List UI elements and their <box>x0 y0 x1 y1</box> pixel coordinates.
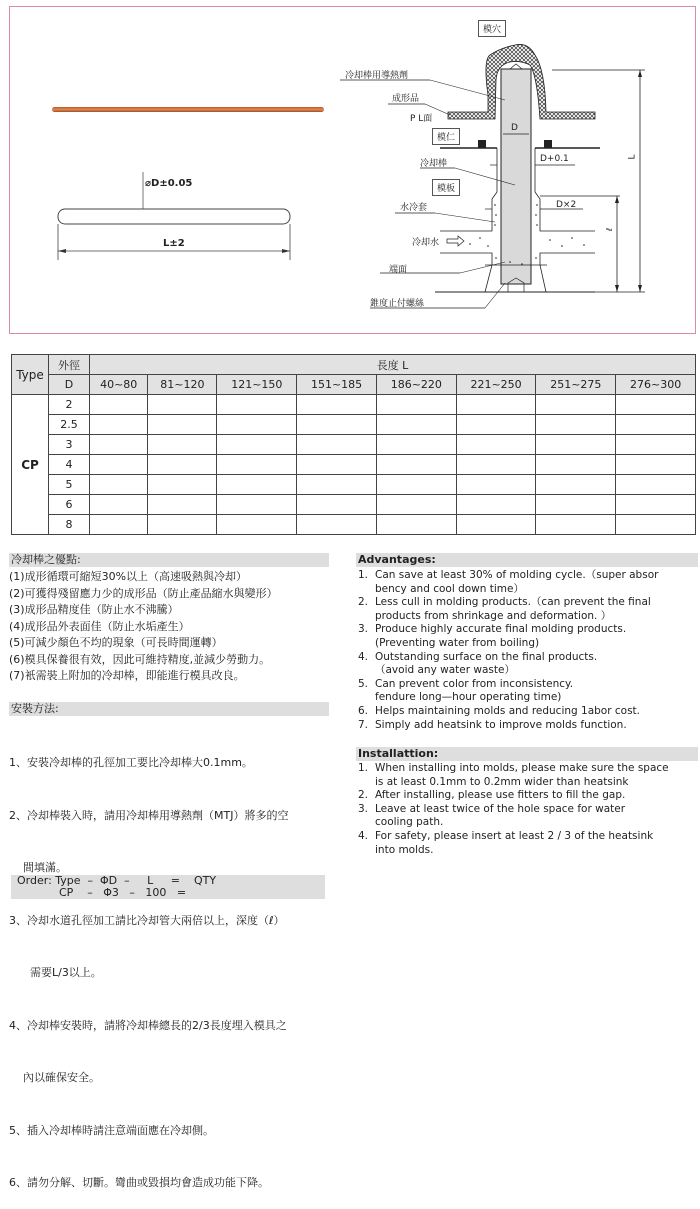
table-subheader-row <box>12 375 696 395</box>
table-row <box>12 455 696 475</box>
cooling-rod <box>501 69 531 284</box>
list-item: (2)可獲得殘留應力少的成形品（防止產品縮水與變形） <box>9 586 278 600</box>
list-item: 6. Helps maintaining molds and reducing 1abor cost. <box>358 704 641 717</box>
list-item: (7)衹需裝上附加的冷却棒，即能進行模具改良。 <box>9 669 245 682</box>
list-item: (5)可減少顏色不均的現象（可長時間運轉） <box>9 636 223 649</box>
advantages-en-title: Advantages: <box>356 553 698 567</box>
mold-plate-label: 模板 <box>432 179 460 196</box>
copper-rod-photo <box>52 107 324 112</box>
advantages-zh-list <box>9 569 278 685</box>
table-row <box>12 435 696 455</box>
list-item: 3. Produce highly accurate final molding products. (Preventing water from boiling) <box>358 623 627 649</box>
list-item: 1. When installing into molds, please make sure the space is at least 0.1mm to 0.2mm wider than heatsink <box>358 762 669 788</box>
list-item: 2、冷却棒裝入時，請用冷却棒用導熱劑（MTJ）將多的空 <box>9 808 289 822</box>
list-item: 5、插入冷却棒時請注意端面應在冷却側。 <box>9 1123 214 1137</box>
specification-table <box>11 354 696 535</box>
dim-l-label: L <box>627 154 638 160</box>
length-range: 276~300 <box>616 375 696 395</box>
type-cell: CP <box>12 395 49 535</box>
list-item: 5. Can prevent color from inconsistency. fendure long—hour operating time) <box>358 677 574 704</box>
cooling-rod-label: 冷却棒 <box>420 159 448 169</box>
list-item: 1、安裝冷却棒的孔徑加工要比冷却棒大0.1mm。 <box>9 756 253 769</box>
length-range: 81~120 <box>148 375 217 395</box>
installation-cross-section <box>340 0 690 334</box>
list-item: (1)成形循環可縮短30%以上（高速吸熱與冷却） <box>9 570 248 583</box>
cooling-water-label: 冷却水 <box>412 238 440 248</box>
length-range: 40~80 <box>90 375 148 395</box>
length-range: 251~275 <box>536 375 616 395</box>
list-item: 4. For safety, please insert at least 2 / 3 of the heatsink into molds. <box>358 829 654 856</box>
od-header: 外徑 <box>49 355 90 375</box>
table-row <box>12 515 696 535</box>
installation-zh-list <box>9 719 288 1209</box>
d-header: D <box>49 375 90 395</box>
installation-zh-title: 安裝方法: <box>9 702 329 716</box>
installation-en-title: Installattion: <box>356 747 698 761</box>
mold-cavity-label: 模穴 <box>478 20 506 37</box>
list-item: 需要L/3以上。 <box>9 966 102 979</box>
rod-illustration <box>0 0 345 334</box>
order-format-line: Order: Type – ΦD – L = QTY <box>17 874 217 887</box>
rod-outline <box>58 209 290 224</box>
dim-l-small-label: ℓ <box>605 227 615 232</box>
diameter-tolerance-label: ⌀D±0.05 <box>145 178 193 189</box>
diameter-cell: 2.5 <box>49 415 90 435</box>
dim-d-label: D <box>511 123 518 133</box>
table-row <box>12 415 696 435</box>
length-tolerance-label: L±2 <box>163 238 185 249</box>
diameter-cell: 8 <box>49 515 90 535</box>
list-item: 3. Leave at least twice of the hole space for water cooling path. <box>358 802 626 829</box>
list-item: 6、請勿分解、切斷。彎曲或毀損均會造成功能下降。 <box>9 1176 269 1189</box>
list-item: 1. Can save at least 30% of molding cycle.（super absor bency and cool down time） <box>358 569 659 595</box>
advantages-zh-title: 冷却棒之優點: <box>9 553 329 567</box>
list-item: 2. After installing, please use fitters to fill the gap. <box>358 789 626 802</box>
molded-part-label: 成形品 <box>392 94 420 104</box>
diameter-cell: 2 <box>49 395 90 415</box>
thermal-compound-label: 冷却棒用導熱劑 <box>345 71 409 81</box>
length-range: 151~185 <box>297 375 377 395</box>
water-jacket-label: 水冷套 <box>400 203 428 213</box>
diameter-cell: 3 <box>49 435 90 455</box>
dim-dx2-label: D×2 <box>556 200 577 210</box>
list-item: (6)模具保養很有效，因此可維持精度,並減少勞動力。 <box>9 652 271 666</box>
table-row <box>12 495 696 515</box>
water-inflow-arrow <box>447 236 464 246</box>
parting-line-label: P L面 <box>410 114 433 124</box>
length-range: 121~150 <box>217 375 297 395</box>
table-row <box>12 395 696 415</box>
list-item: (3)成形品精度佳（防止水不沸騰） <box>9 603 179 616</box>
length-header: 長度 L <box>90 355 696 375</box>
core-label: 模仁 <box>432 128 460 145</box>
installation-en-list <box>358 762 698 857</box>
length-range: 221~250 <box>456 375 536 395</box>
list-item: 內以確保安全。 <box>9 1071 100 1084</box>
order-code-box <box>11 875 325 899</box>
taper-screw-label: 錐度止付螺絲 <box>370 299 425 309</box>
list-item: 間填滿。 <box>9 861 67 874</box>
order-example-line: CP – Φ3 – 100 = <box>17 886 187 899</box>
table-header-row <box>12 355 696 375</box>
type-header: Type <box>12 355 49 395</box>
diameter-cell: 6 <box>49 495 90 515</box>
table-row <box>12 475 696 495</box>
dim-d-plus-label: D+0.1 <box>540 154 569 164</box>
end-face-label: 端面 <box>389 265 408 275</box>
diameter-cell: 5 <box>49 475 90 495</box>
list-item: 2. Less cull in molding products.（can prevent the final products from shrinkage and deformation. ） <box>358 596 651 622</box>
diameter-cell: 4 <box>49 455 90 475</box>
list-item: 4. Outstanding surface on the final products. （avoid any water waste） <box>358 650 598 677</box>
list-item: 3、冷却水道孔徑加工請比冷却管大兩倍以上，深度（ℓ） <box>9 913 285 927</box>
advantages-en-list <box>358 569 698 732</box>
list-item: 7. Simply add heatsink to improve molds function. <box>358 718 627 731</box>
list-item: 4、冷却棒安裝時，請將冷却棒總長的2/3長度埋入模具之 <box>9 1018 287 1032</box>
length-range: 186~220 <box>376 375 456 395</box>
list-item: (4)成形品外表面佳（防止水垢產生） <box>9 619 190 633</box>
